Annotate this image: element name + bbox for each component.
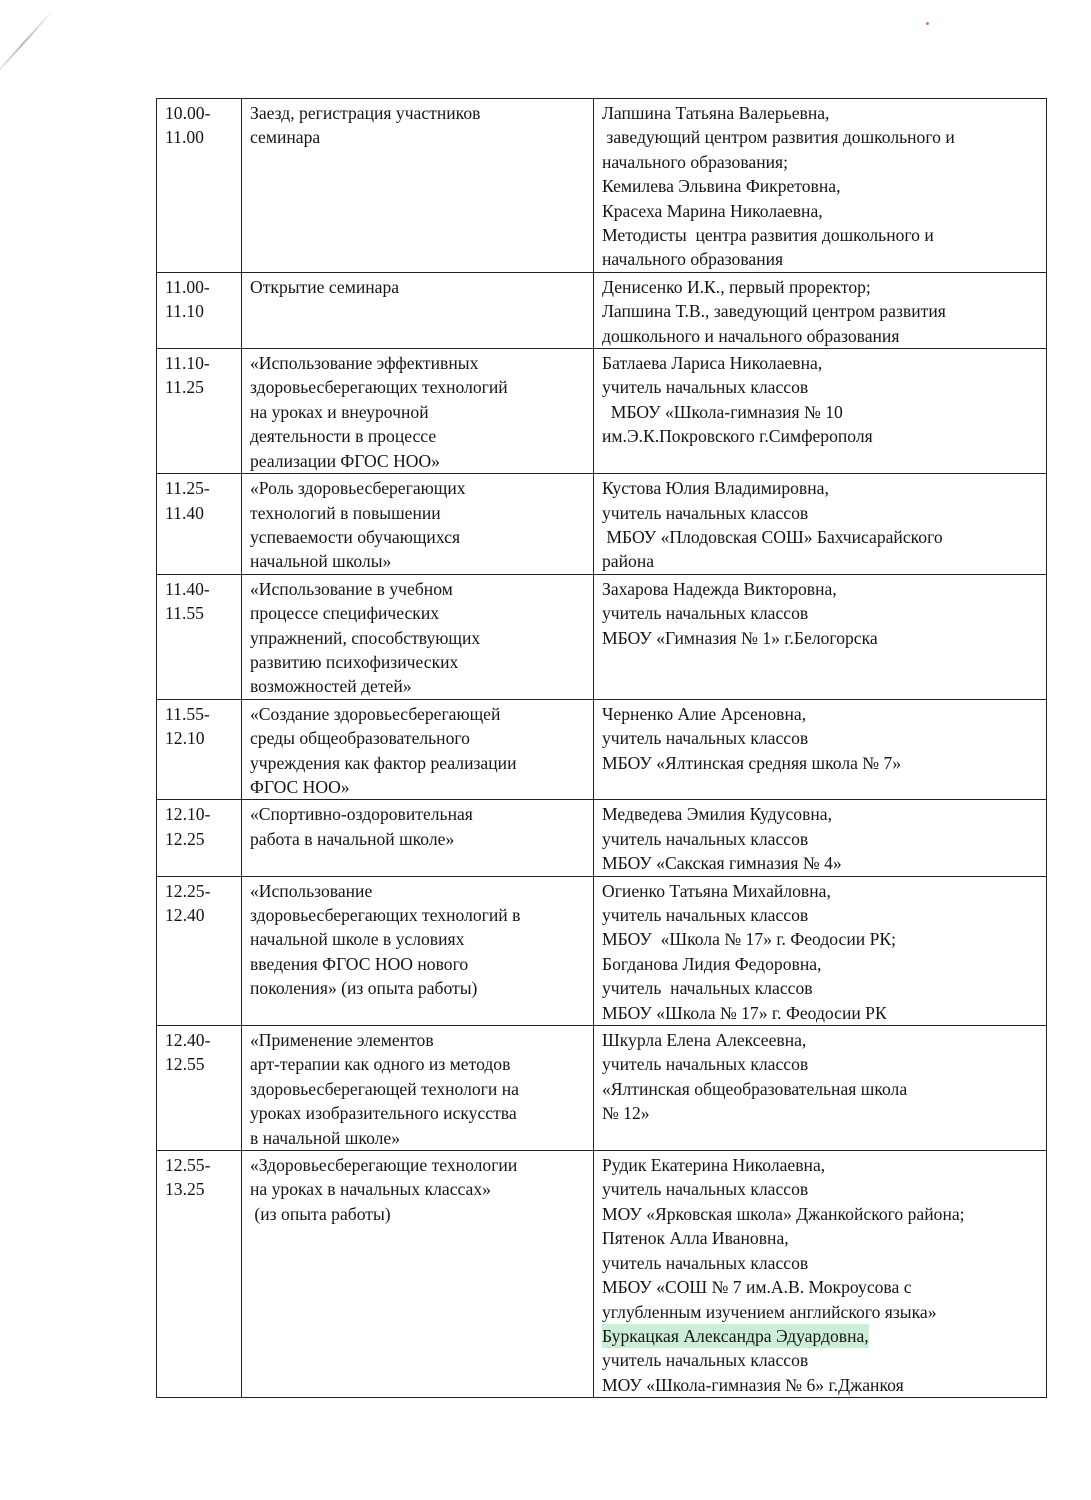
speaker-line: начального образования; — [602, 151, 789, 172]
schedule-body — [157, 99, 1047, 1398]
topic-cell — [242, 1026, 594, 1151]
speaker-line: учитель начальных классов — [602, 1350, 809, 1371]
time-cell — [157, 272, 242, 348]
time-line: 12.55- — [165, 1155, 211, 1176]
topic-line: «Создание здоровьесберегающей — [250, 703, 501, 724]
schedule-row — [157, 574, 1047, 699]
topic-line: введения ФГОС НОО нового — [250, 953, 469, 974]
schedule-row — [157, 800, 1047, 876]
topic-cell — [242, 574, 594, 699]
time-line: 12.10- — [165, 804, 211, 825]
speaker-cell — [594, 99, 1047, 273]
speaker-line: МБОУ «Сакская гимназия № 4» — [602, 853, 842, 874]
topic-cell — [242, 800, 594, 876]
schedule-row — [157, 876, 1047, 1025]
speaker-cell — [594, 474, 1047, 575]
schedule-row — [157, 349, 1047, 474]
speaker-line: МБОУ «Школа № 17» г. Феодосии РК — [602, 1002, 887, 1023]
speaker-line: учитель начальных классов — [602, 728, 809, 749]
time-line: 11.00 — [165, 127, 204, 148]
scan-artifact-line — [0, 10, 53, 78]
speaker-line: учитель начальных классов — [602, 502, 809, 523]
topic-cell — [242, 474, 594, 575]
speaker-line: Черненко Алие Арсеновна, — [602, 703, 807, 724]
time-line: 12.55 — [165, 1054, 205, 1075]
speaker-line: «Ялтинская общеобразовательная школа — [602, 1078, 908, 1099]
topic-line: начальной школе в условиях — [250, 929, 465, 950]
schedule-row — [157, 699, 1047, 800]
schedule-row — [157, 1026, 1047, 1151]
speaker-line: Шкурла Елена Алексеевна, — [602, 1030, 807, 1051]
topic-line: поколения» (из опыта работы) — [250, 978, 478, 999]
topic-line: успеваемости обучающихся — [250, 526, 461, 547]
topic-line: «Использование — [250, 880, 373, 901]
topic-line: арт-терапии как одного из методов — [250, 1054, 511, 1075]
topic-line: реализации ФГОС НОО» — [250, 450, 440, 471]
time-cell — [157, 99, 242, 273]
speaker-line: заведующий центром развития дошкольного и — [602, 127, 955, 148]
speaker-cell — [594, 272, 1047, 348]
time-cell — [157, 1026, 242, 1151]
speaker-line: Кемилева Эльвина Фикретовна, — [602, 176, 841, 197]
topic-line: здоровьесберегающих технологий в — [250, 905, 521, 925]
schedule-row — [157, 272, 1047, 348]
speaker-line: МБОУ «СОШ № 7 им.А.В. Мокроусова с — [602, 1277, 912, 1298]
speaker-cell — [594, 699, 1047, 800]
topic-line: технологий в повышении — [250, 502, 441, 523]
speaker-line: Буркацкая Александра Эдуардовна, — [602, 1324, 869, 1348]
schedule-row — [157, 99, 1047, 273]
speaker-cell — [594, 800, 1047, 876]
speaker-line: Богданова Лидия Федоровна, — [602, 953, 822, 974]
time-line: 12.40 — [165, 905, 205, 925]
speaker-line: Лапшина Татьяна Валерьевна, — [602, 103, 830, 123]
time-cell — [157, 876, 242, 1025]
speaker-line: МОУ «Школа-гимназия № 6» г.Джанкоя — [602, 1374, 904, 1395]
topic-line: среды общеобразовательного — [250, 728, 470, 749]
speaker-line: Пятенок Алла Ивановна, — [602, 1228, 789, 1249]
schedule-row — [157, 474, 1047, 575]
time-cell — [157, 474, 242, 575]
speaker-cell — [594, 876, 1047, 1025]
topic-line: «Спортивно-оздоровительная — [250, 804, 473, 825]
seminar-schedule-table — [156, 98, 1047, 1398]
speaker-cell — [594, 1026, 1047, 1151]
topic-cell — [242, 99, 594, 273]
time-line: 11.55 — [165, 603, 204, 624]
speaker-cell — [594, 574, 1047, 699]
speaker-line: Методисты центра развития дошкольного и — [602, 225, 934, 246]
time-line: 11.55- — [165, 703, 210, 724]
time-cell — [157, 800, 242, 876]
time-line: 11.25 — [165, 377, 204, 398]
speaker-line: учитель начальных классов — [602, 1054, 809, 1075]
topic-line: начальной школы» — [250, 551, 392, 572]
speaker-line: углубленным изучением английского языка» — [602, 1301, 937, 1322]
topic-cell — [242, 699, 594, 800]
speaker-line: МБОУ «Плодовская СОШ» Бахчисарайского — [602, 526, 943, 547]
speaker-line: учитель начальных классов — [602, 1179, 809, 1200]
topic-cell — [242, 349, 594, 474]
topic-line: Открытие семинара — [250, 276, 400, 297]
speaker-line: МБОУ «Гимназия № 1» г.Белогорска — [602, 627, 878, 648]
time-line: 11.10- — [165, 353, 210, 374]
topic-line: упражнений, способствующих — [250, 627, 481, 648]
time-line: 12.25 — [165, 828, 205, 849]
speaker-line: района — [602, 551, 655, 572]
speaker-line: Денисенко И.К., первый проректор; — [602, 276, 871, 297]
topic-line: (из опыта работы) — [250, 1203, 391, 1224]
speaker-line: учитель начальных классов — [602, 905, 809, 925]
speaker-line: Кустова Юлия Владимировна, — [602, 478, 829, 499]
topic-cell — [242, 1151, 594, 1398]
speaker-line: Красеха Марина Николаевна, — [602, 200, 823, 221]
speaker-line: Батлаева Лариса Николаевна, — [602, 353, 823, 374]
time-cell — [157, 349, 242, 474]
topic-line: учреждения как фактор реализации — [250, 752, 517, 773]
scan-artifact-dot — [926, 22, 929, 25]
topic-cell — [242, 876, 594, 1025]
speaker-line: № 12» — [602, 1103, 650, 1124]
speaker-cell — [594, 349, 1047, 474]
speaker-line: МБОУ «Ялтинская средняя школа № 7» — [602, 752, 902, 773]
time-cell — [157, 574, 242, 699]
topic-line: развитию психофизических — [250, 651, 459, 672]
time-line: 11.40 — [165, 502, 204, 523]
speaker-cell — [594, 1151, 1047, 1398]
topic-line: «Применение элементов — [250, 1030, 434, 1051]
speaker-line: учитель начальных классов — [602, 828, 809, 849]
topic-line: работа в начальной школе» — [250, 828, 455, 849]
speaker-line: учитель начальных классов — [602, 978, 813, 999]
topic-line: «Роль здоровьесберегающих — [250, 478, 466, 499]
topic-line: «Использование эффективных — [250, 353, 479, 374]
time-line: 12.40- — [165, 1030, 211, 1051]
topic-line: здоровьесберегающей технологи на — [250, 1078, 519, 1099]
speaker-line: Медведева Эмилия Кудусовна, — [602, 804, 832, 825]
topic-line: возможностей детей» — [250, 676, 412, 697]
topic-line: «Использование в учебном — [250, 578, 453, 599]
time-line: 11.40- — [165, 578, 210, 599]
time-cell — [157, 1151, 242, 1398]
speaker-line: МОУ «Ярковская школа» Джанкойского района; — [602, 1203, 965, 1224]
topic-line: Заезд, регистрация участников — [250, 103, 481, 123]
topic-line: уроках изобразительного искусства — [250, 1103, 517, 1124]
time-line: 12.10 — [165, 728, 205, 749]
topic-line: ФГОС НОО» — [250, 776, 350, 797]
schedule-row — [157, 1151, 1047, 1398]
speaker-line: им.Э.К.Покровского г.Симферополя — [602, 426, 873, 447]
topic-cell — [242, 272, 594, 348]
time-cell — [157, 699, 242, 800]
topic-line: процессе специфических — [250, 603, 440, 624]
time-line: 11.25- — [165, 478, 210, 499]
speaker-line: учитель начальных классов — [602, 1252, 809, 1273]
speaker-line: учитель начальных классов — [602, 377, 809, 398]
speaker-line: Огиенко Татьяна Михайловна, — [602, 880, 831, 901]
topic-line: на уроках и внеурочной — [250, 401, 429, 422]
speaker-line: Лапшина Т.В., заведующий центром развития — [602, 301, 946, 322]
time-line: 11.10 — [165, 301, 204, 322]
topic-line: в начальной школе» — [250, 1127, 401, 1148]
topic-line: на уроках в начальных классах» — [250, 1179, 491, 1200]
topic-line: деятельности в процессе — [250, 426, 437, 447]
speaker-line: Захарова Надежда Викторовна, — [602, 578, 837, 599]
speaker-line: начального образования — [602, 249, 784, 270]
topic-line: здоровьесберегающих технологий — [250, 377, 508, 398]
time-line: 12.25- — [165, 880, 211, 901]
speaker-line: дошкольного и начального образования — [602, 325, 900, 346]
time-line: 13.25 — [165, 1179, 205, 1200]
speaker-line: МБОУ «Школа-гимназия № 10 — [602, 401, 843, 422]
speaker-line: МБОУ «Школа № 17» г. Феодосии РК; — [602, 929, 896, 950]
speaker-line: учитель начальных классов — [602, 603, 809, 624]
topic-line: «Здоровьесберегающие технологии — [250, 1155, 518, 1176]
time-line: 11.00- — [165, 276, 210, 297]
topic-line: семинара — [250, 127, 321, 148]
time-line: 10.00- — [165, 103, 211, 123]
speaker-line: Рудик Екатерина Николаевна, — [602, 1155, 826, 1176]
